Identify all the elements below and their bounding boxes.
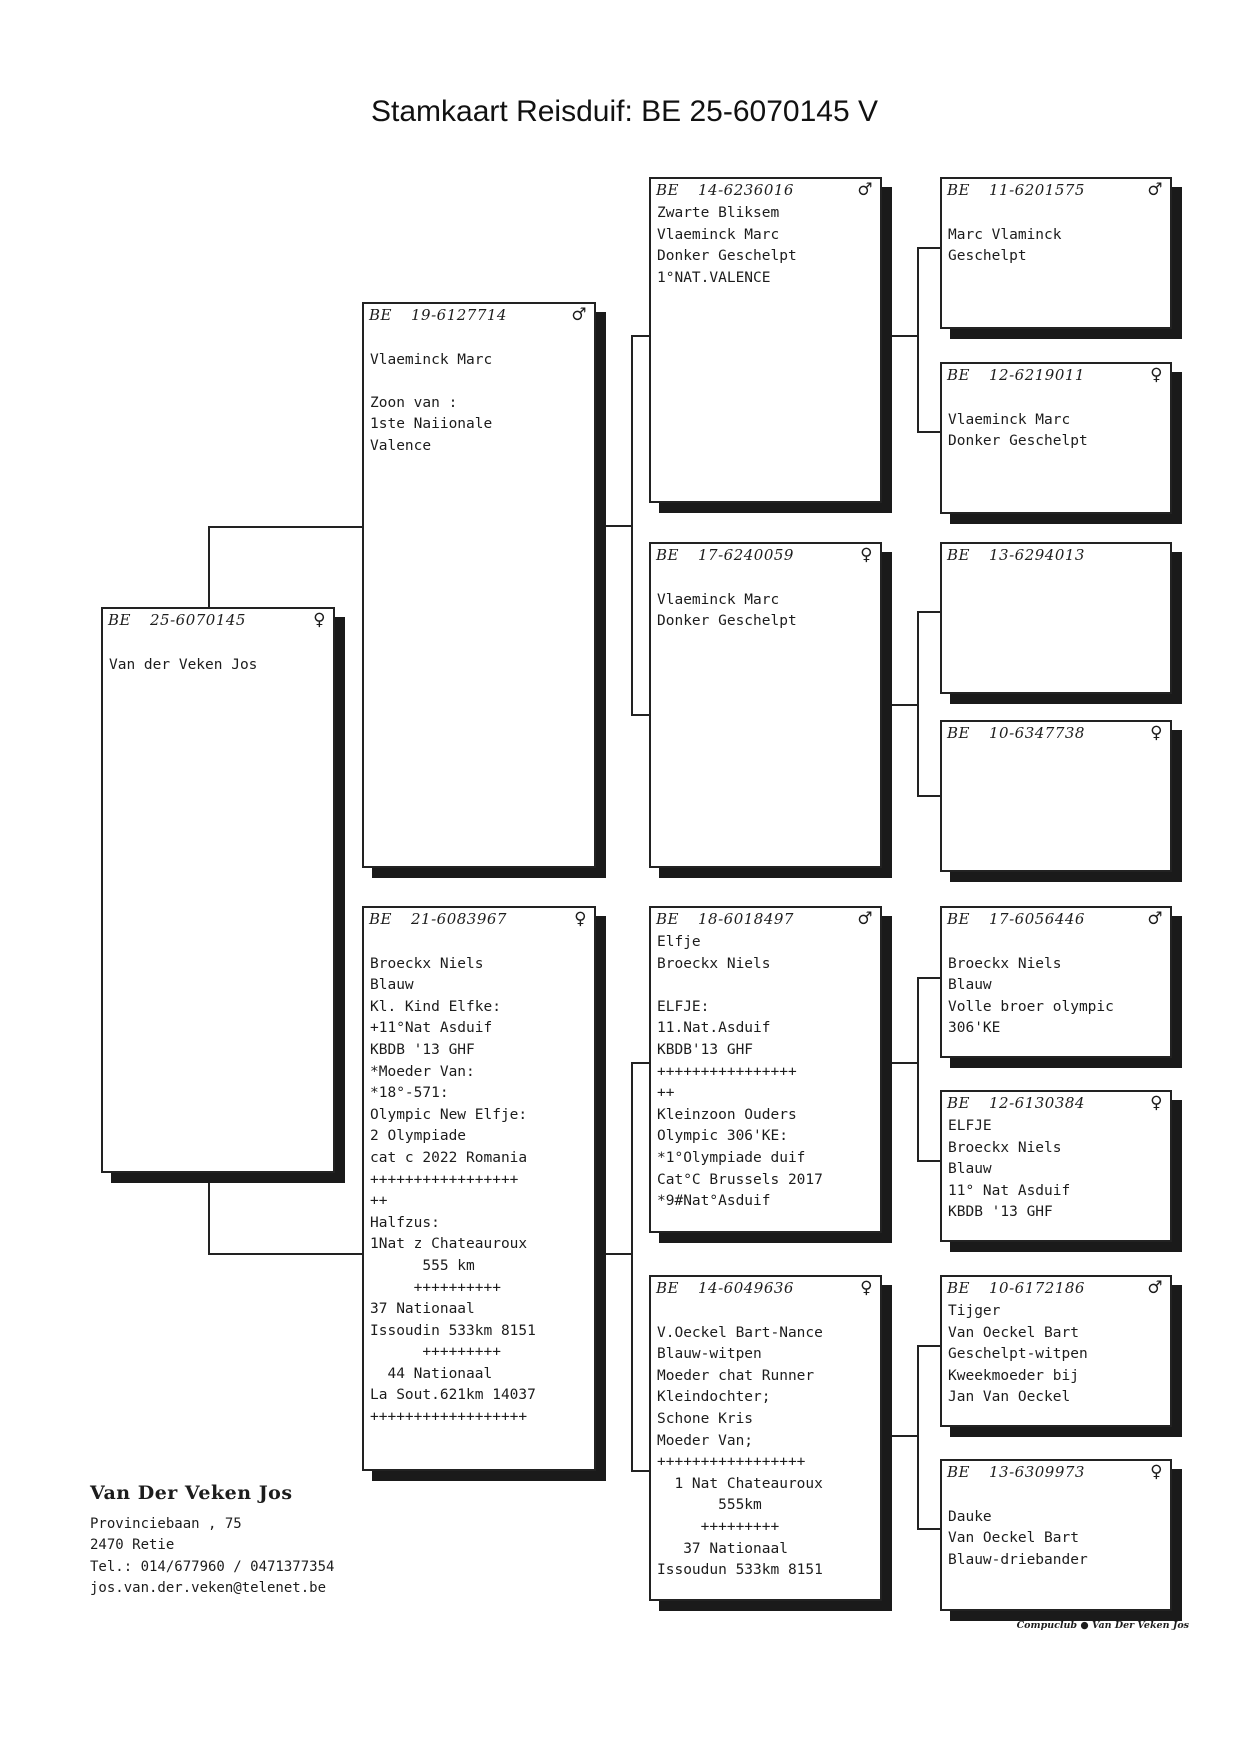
pigeon-card-dss	[940, 906, 1172, 1058]
ring-number: 17-6240059	[698, 546, 794, 564]
note-line	[370, 328, 588, 350]
pigeon-card-sss	[940, 177, 1172, 329]
note-line: 1°NAT.VALENCE	[657, 269, 771, 286]
note-line: ++	[657, 1085, 675, 1102]
note-line: 1Nat z Chateauroux	[370, 1236, 528, 1253]
connector	[892, 704, 917, 706]
ring-number: 21-6083967	[411, 910, 507, 928]
connector	[917, 247, 919, 432]
connector	[917, 977, 940, 979]
country-code: BE	[108, 611, 131, 629]
note-line: V.Oeckel Bart-Nance	[657, 1324, 823, 1341]
sex-symbol-icon: ♂	[1147, 1278, 1163, 1298]
note-line: Van Oeckel Bart	[948, 1530, 1079, 1547]
note-line: Kleinzoon Ouders	[657, 1106, 797, 1123]
note-line: 11.Nat.Asduif	[657, 1020, 771, 1037]
note-line: Van der Veken Jos	[109, 656, 258, 673]
note-line: Issoudun 533km 8151	[657, 1562, 823, 1579]
country-code: BE	[947, 366, 970, 384]
note-line: La Sout.621km 14037	[370, 1387, 536, 1404]
connector	[631, 1470, 649, 1472]
pigeon-notes	[942, 566, 1170, 568]
connector	[917, 431, 940, 433]
country-code: BE	[369, 910, 392, 928]
note-line: ++	[370, 1193, 388, 1210]
pigeon-notes	[942, 1114, 1170, 1224]
breeder-info	[90, 1483, 334, 1600]
pigeon-notes	[942, 930, 1170, 1040]
ring-number: 13-6309973	[989, 1463, 1085, 1481]
pigeon-notes	[651, 201, 880, 289]
pigeon-card-sire-sire	[649, 177, 882, 503]
note-line: KBDB '13 GHF	[370, 1041, 475, 1058]
ring-number: 17-6056446	[989, 910, 1085, 928]
pigeon-notes	[364, 930, 594, 1429]
breeder-city: 2470 Retie	[90, 1537, 175, 1554]
connector	[208, 1253, 362, 1255]
note-line: *18°-571:	[370, 1085, 449, 1102]
note-line: 37 Nationaal	[370, 1301, 475, 1318]
note-line: *1°Olympiade duif	[657, 1149, 806, 1166]
connector	[208, 1180, 210, 1254]
sex-symbol-icon: ♀	[1150, 1093, 1163, 1113]
note-line: 37 Nationaal	[657, 1540, 788, 1557]
note-line: +++++++++++++++++	[370, 1171, 519, 1188]
pigeon-card-dam-dam	[649, 1275, 882, 1601]
pigeon-card-dam	[362, 906, 596, 1471]
note-line: Kleindochter;	[657, 1389, 771, 1406]
connector	[892, 335, 917, 337]
note-line	[948, 932, 1164, 954]
country-code: BE	[369, 306, 392, 324]
connector	[917, 1528, 940, 1530]
note-line: Jan Van Oeckel	[948, 1389, 1071, 1406]
sex-symbol-icon: ♀	[1150, 723, 1163, 743]
note-line	[948, 1485, 1164, 1507]
pigeon-notes	[651, 1299, 880, 1582]
connector	[631, 714, 649, 716]
note-line: 44 Nationaal	[370, 1365, 493, 1382]
note-line	[948, 203, 1164, 225]
ring-number: 12-6219011	[989, 366, 1085, 384]
ring-number: 14-6049636	[698, 1279, 794, 1297]
note-line: Van Oeckel Bart	[948, 1324, 1079, 1341]
note-line: ++++++++++++++++	[657, 1063, 797, 1080]
ring-number: 18-6018497	[698, 910, 794, 928]
connector	[917, 1160, 940, 1162]
note-line: Moeder Van;	[657, 1432, 754, 1449]
note-line: Tijger	[948, 1303, 1001, 1319]
pigeon-card-sdd	[940, 720, 1172, 872]
note-line: Broeckx Niels	[948, 955, 1062, 972]
ring-number: 19-6127714	[411, 306, 507, 324]
pigeon-notes	[942, 201, 1170, 268]
ring-number: 11-6201575	[989, 181, 1085, 199]
note-line: Issoudin 533km 8151	[370, 1322, 536, 1339]
pigeon-notes	[942, 1299, 1170, 1409]
note-line: Schone Kris	[657, 1410, 754, 1427]
note-line: KBDB'13 GHF	[657, 1041, 754, 1058]
note-line: Donker Geschelpt	[657, 613, 797, 630]
sex-symbol-icon: ♂	[857, 909, 873, 929]
note-line: Zoon van :	[370, 394, 458, 411]
country-code: BE	[656, 910, 679, 928]
note-line	[948, 388, 1164, 410]
sex-symbol-icon: ♂	[1147, 180, 1163, 200]
sex-symbol-icon: ♀	[860, 545, 873, 565]
connector	[208, 526, 210, 610]
note-line: 1ste Naiionale	[370, 416, 493, 433]
note-line: Donker Geschelpt	[657, 248, 797, 265]
country-code: BE	[947, 181, 970, 199]
note-line: 555 km	[370, 1257, 475, 1274]
note-line: 2 Olympiade	[370, 1128, 467, 1145]
note-line: Geschelpt	[948, 248, 1027, 265]
note-line: Blauw-witpen	[657, 1346, 762, 1363]
page-title: Stamkaart Reisduif: BE 25-6070145 V	[371, 95, 878, 128]
ring-number: 25-6070145	[150, 611, 246, 629]
note-line: KBDB '13 GHF	[948, 1204, 1053, 1221]
sex-symbol-icon: ♀	[860, 1278, 873, 1298]
note-line: Vlaeminck Marc	[657, 591, 780, 608]
note-line: Geschelpt-witpen	[948, 1346, 1088, 1363]
note-line: +++++++++	[370, 1344, 501, 1361]
note-line: Marc Vlaminck	[948, 226, 1062, 243]
note-line: Vlaeminck Marc	[657, 226, 780, 243]
connector	[631, 1062, 649, 1064]
breeder-address: Provinciebaan , 75	[90, 1515, 242, 1532]
pigeon-card-dsd	[940, 1090, 1172, 1242]
country-code: BE	[947, 724, 970, 742]
pigeon-card-ddd	[940, 1459, 1172, 1611]
note-line: +++++++++	[657, 1518, 780, 1535]
note-line: 306'KE	[948, 1020, 1001, 1037]
connector	[917, 795, 940, 797]
note-line	[657, 1301, 874, 1323]
ring-number: 10-6347738	[989, 724, 1085, 742]
connector	[606, 1253, 631, 1255]
note-line: *9#Nat°Asduif	[657, 1193, 771, 1210]
country-code: BE	[656, 181, 679, 199]
connector	[917, 977, 919, 1161]
connector	[917, 1345, 940, 1347]
note-line: Olympic New Elfje:	[370, 1106, 528, 1123]
note-line: Broeckx Niels	[948, 1139, 1062, 1156]
note-line: Broeckx Niels	[370, 955, 484, 972]
pigeon-notes	[651, 930, 880, 1213]
note-line	[109, 633, 327, 655]
note-line	[370, 932, 588, 954]
note-line: Vlaeminck Marc	[370, 351, 493, 368]
note-line: Cat°C Brussels 2017	[657, 1171, 823, 1188]
pigeon-card-dds	[940, 1275, 1172, 1427]
note-line: ++++++++++	[370, 1279, 501, 1296]
connector	[208, 526, 362, 528]
note-line: ELFJE	[948, 1118, 992, 1134]
note-line: Donker Geschelpt	[948, 433, 1088, 450]
country-code: BE	[947, 1463, 970, 1481]
note-line: Dauke	[948, 1508, 992, 1525]
note-line: Blauw	[948, 1161, 992, 1178]
country-code: BE	[947, 910, 970, 928]
note-line: Kl. Kind Elfke:	[370, 998, 501, 1015]
note-line: Valence	[370, 437, 432, 454]
connector	[631, 335, 649, 337]
note-line: cat c 2022 Romania	[370, 1149, 528, 1166]
sex-symbol-icon: ♀	[313, 610, 326, 630]
pigeon-card-sire	[362, 302, 596, 868]
note-line	[657, 975, 874, 997]
pigeon-card-sds	[940, 542, 1172, 694]
note-line: Volle broer olympic	[948, 998, 1114, 1015]
note-line: +11°Nat Asduif	[370, 1020, 493, 1037]
connector	[631, 335, 633, 715]
note-line	[370, 371, 588, 393]
note-line: +++++++++++++++++	[657, 1454, 806, 1471]
sex-symbol-icon: ♂	[571, 305, 587, 325]
note-line: 555km	[657, 1497, 762, 1514]
sex-symbol-icon: ♀	[1150, 365, 1163, 385]
note-line: Broeckx Niels	[657, 955, 771, 972]
breeder-phone: Tel.: 014/677960 / 0471377354	[90, 1558, 335, 1575]
note-line: Olympic 306'KE:	[657, 1128, 788, 1145]
sex-symbol-icon: ♂	[1147, 909, 1163, 929]
connector	[631, 1062, 633, 1471]
pigeon-notes	[651, 566, 880, 633]
country-code: BE	[656, 546, 679, 564]
breeder-name: Van Der Veken Jos	[90, 1482, 293, 1504]
note-line: Blauw	[370, 977, 414, 994]
note-line: Kweekmoeder bij	[948, 1367, 1079, 1384]
note-line: Elfje	[657, 934, 701, 950]
note-line	[657, 568, 874, 590]
note-line: 11° Nat Asduif	[948, 1182, 1071, 1199]
pigeon-card-ssd	[940, 362, 1172, 514]
pigeon-card-subject	[101, 607, 335, 1173]
pigeon-notes	[103, 631, 333, 676]
connector	[892, 1062, 917, 1064]
connector	[606, 525, 631, 527]
connector	[917, 1345, 919, 1529]
country-code: BE	[947, 1094, 970, 1112]
pigeon-card-dam-sire	[649, 906, 882, 1233]
footer-credit: Compuclub ● Van Der Veken Jos	[1016, 1620, 1189, 1631]
pigeon-notes	[942, 744, 1170, 746]
note-line: *Moeder Van:	[370, 1063, 475, 1080]
sex-symbol-icon: ♂	[857, 180, 873, 200]
country-code: BE	[947, 546, 970, 564]
breeder-email: jos.van.der.veken@telenet.be	[90, 1580, 327, 1597]
connector	[892, 1435, 917, 1437]
note-line: Zwarte Bliksem	[657, 205, 780, 221]
ring-number: 14-6236016	[698, 181, 794, 199]
note-line: Vlaeminck Marc	[948, 411, 1071, 428]
pigeon-notes	[942, 386, 1170, 453]
pigeon-card-sire-dam	[649, 542, 882, 868]
ring-number: 13-6294013	[989, 546, 1085, 564]
note-line: 1 Nat Chateauroux	[657, 1475, 823, 1492]
note-line: ELFJE:	[657, 998, 710, 1015]
country-code: BE	[656, 1279, 679, 1297]
connector	[917, 247, 940, 249]
note-line: Blauw	[948, 977, 992, 994]
note-line: ++++++++++++++++++	[370, 1409, 528, 1426]
ring-number: 12-6130384	[989, 1094, 1085, 1112]
sex-symbol-icon: ♀	[1150, 1462, 1163, 1482]
connector	[917, 611, 919, 796]
note-line: Halfzus:	[370, 1214, 440, 1231]
ring-number: 10-6172186	[989, 1279, 1085, 1297]
note-line: Blauw-driebander	[948, 1551, 1088, 1568]
note-line: Moeder chat Runner	[657, 1367, 815, 1384]
pigeon-notes	[942, 1483, 1170, 1571]
pigeon-notes	[364, 326, 594, 458]
connector	[917, 611, 940, 613]
country-code: BE	[947, 1279, 970, 1297]
sex-symbol-icon: ♀	[574, 909, 587, 929]
